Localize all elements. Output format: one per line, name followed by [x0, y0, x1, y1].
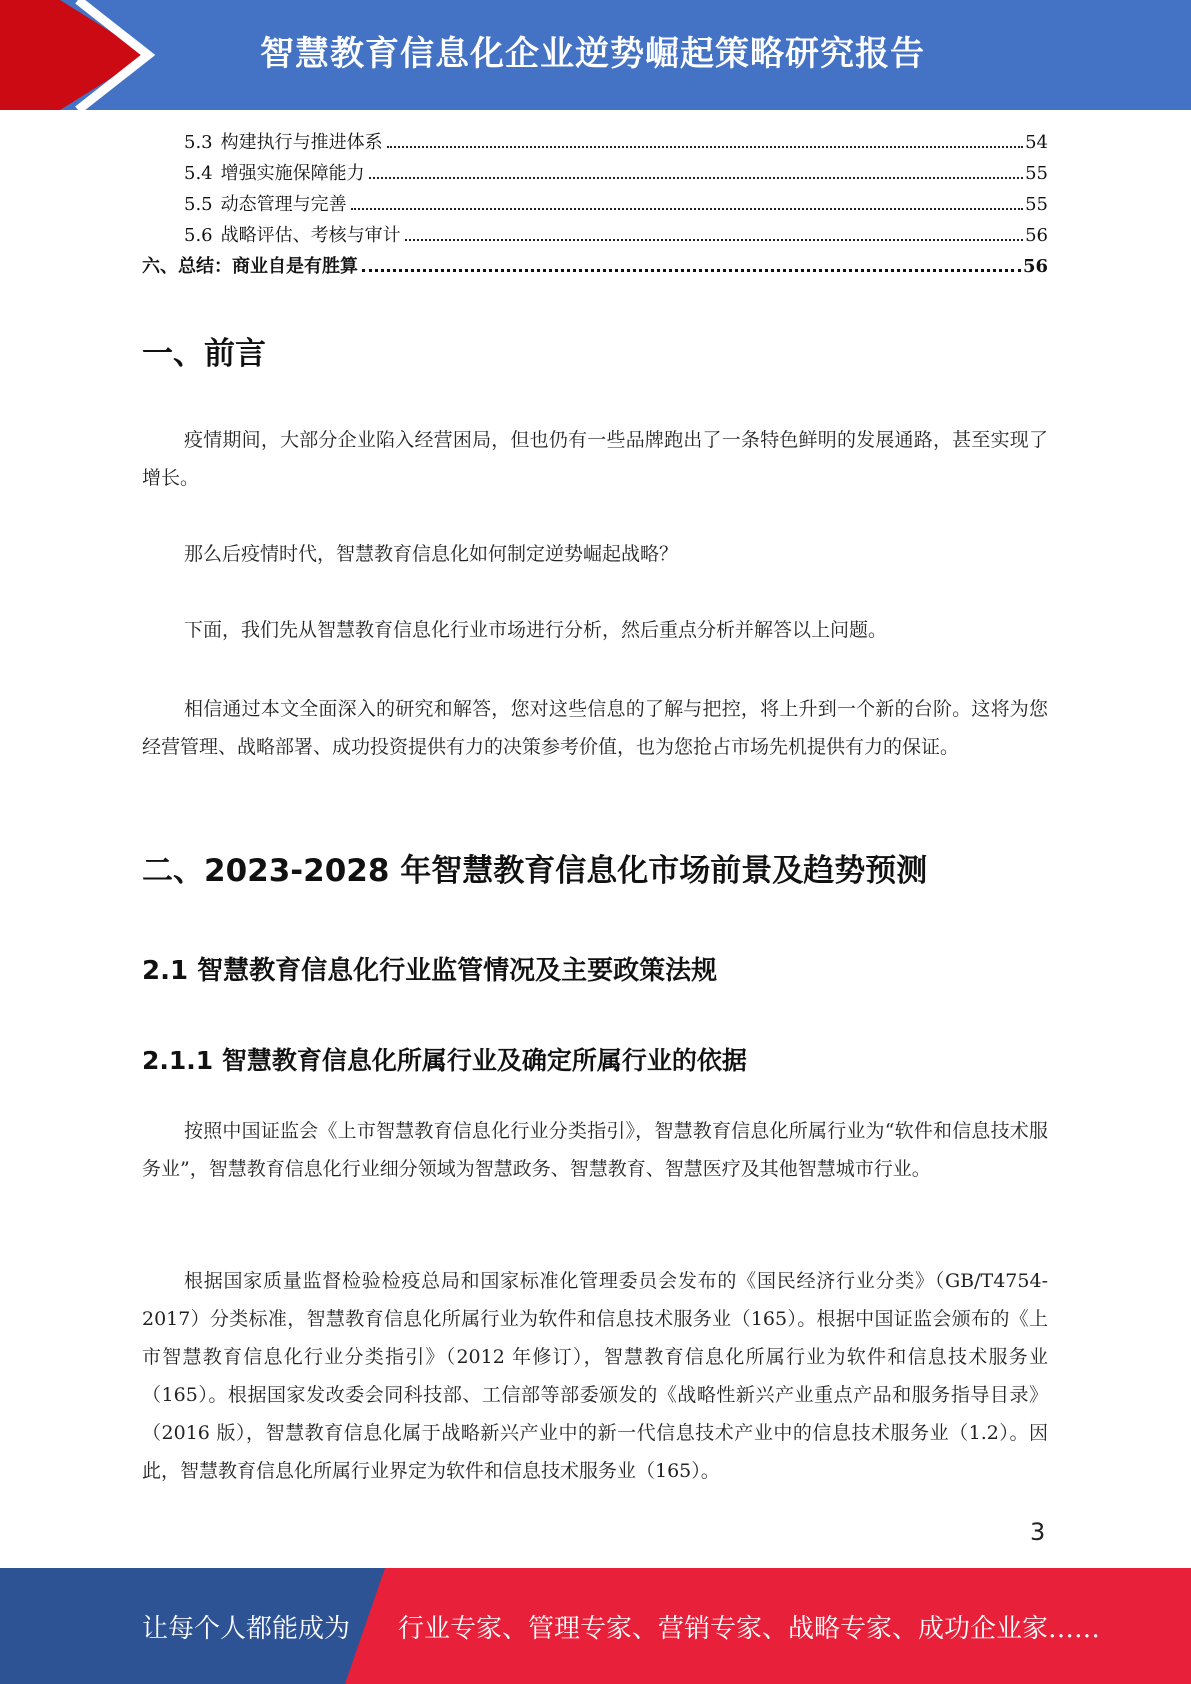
toc-entry-number: 5.5: [184, 194, 213, 215]
page-header: [0, 0, 1191, 110]
toc-entry-title: 六、总结：商业自是有胜算: [142, 256, 358, 277]
page-footer: [0, 1568, 1191, 1684]
toc-entry-title: 构建执行与推进体系: [220, 132, 383, 153]
toc-entry-page: 55: [1025, 163, 1048, 184]
toc-entry-page: 56: [1025, 225, 1048, 246]
subsubsection-heading: 2.1.1 智慧教育信息化所属行业及确定所属行业的依据: [142, 1046, 747, 1075]
body-paragraph: 疫情期间，大部分企业陷入经营困局，但也仍有一些品牌跑出了一条特色鲜明的发展通路，甚至实现了增长。: [142, 429, 1048, 489]
toc-entry-title: 动态管理与完善: [220, 194, 347, 215]
body-paragraph: 下面，我们先从智慧教育信息化行业市场进行分析，然后重点分析并解答以上问题。: [184, 619, 888, 641]
body-paragraph: 根据国家质量监督检验检疫总局和国家标准化管理委员会发布的《国民经济行业分类》（GB/T4754-2017）分类标准，智慧教育信息化所属行业为软件和信息技术服务业（165）。根据中国证监会颁布的《上市智慧教育信息化行业分类指引》（2012 年修订），智慧教育信息化所属行业为软件和信息技术服务业（165）。根据国家发改委会同科技部、工信部等部委颁发的《战略性新兴产业重点产品和服务指导目录》（2016 版），智慧教育信息化属于战略新兴产业中的新一代信息技术产业中的信息技术服务业（1.2）。因此，智慧教育信息化所属行业界定为软件和信息技术服务业（165）。: [142, 1270, 1048, 1482]
toc-entry[interactable]: [142, 159, 1048, 190]
subsection-heading: 2.1 智慧教育信息化行业监管情况及主要政策法规: [142, 956, 718, 986]
toc-entry-page: 55: [1025, 194, 1048, 215]
table-of-contents: [142, 128, 1048, 283]
toc-entry-page: 56: [1022, 256, 1048, 277]
toc-entry[interactable]: [142, 128, 1048, 159]
toc-entry-page: 54: [1025, 132, 1048, 153]
toc-leader-dots: [387, 145, 1023, 148]
section-heading-forecast: 二、2023-2028 年智慧教育信息化市场前景及趋势预测: [142, 853, 928, 889]
toc-leader-dots: [405, 238, 1023, 241]
toc-entry[interactable]: [142, 190, 1048, 221]
toc-entry-main[interactable]: [142, 252, 1048, 283]
toc-entry-number: 5.4: [184, 163, 213, 184]
toc-entry-title: 战略评估、考核与审计: [220, 225, 401, 246]
toc-leader-dots: [362, 268, 1021, 272]
body-paragraph: 按照中国证监会《上市智慧教育信息化行业分类指引》，智慧教育信息化所属行业为“软件和信息技术服务业”，智慧教育信息化行业细分领域为智慧政务、智慧教育、智慧医疗及其他智慧城市行业。: [142, 1120, 1048, 1180]
body-paragraph: 那么后疫情时代，智慧教育信息化如何制定逆势崛起战略？: [184, 543, 679, 565]
header-arrow-decoration: [0, 0, 160, 110]
report-title: 智慧教育信息化企业逆势崛起策略研究报告: [260, 34, 925, 74]
toc-leader-dots: [369, 176, 1023, 179]
body-paragraph: 相信通过本文全面深入的研究和解答，您对这些信息的了解与把控，将上升到一个新的台阶。这将为您经营管理、战略部署、成功投资提供有力的决策参考价值，也为您抢占市场先机提供有力的保证。: [142, 698, 1048, 758]
toc-entry-number: 5.6: [184, 225, 213, 246]
footer-slogan-left: 让每个人都能成为: [142, 1614, 351, 1644]
toc-entry-title: 增强实施保障能力: [220, 163, 365, 184]
toc-leader-dots: [351, 207, 1023, 210]
section-heading-preface: 一、前言: [142, 336, 266, 372]
page-number: 3: [1030, 1518, 1046, 1546]
toc-entry[interactable]: [142, 221, 1048, 252]
footer-slogan-right: 行业专家、管理专家、营销专家、战略专家、成功企业家……: [398, 1614, 1101, 1644]
toc-entry-number: 5.3: [184, 132, 213, 153]
